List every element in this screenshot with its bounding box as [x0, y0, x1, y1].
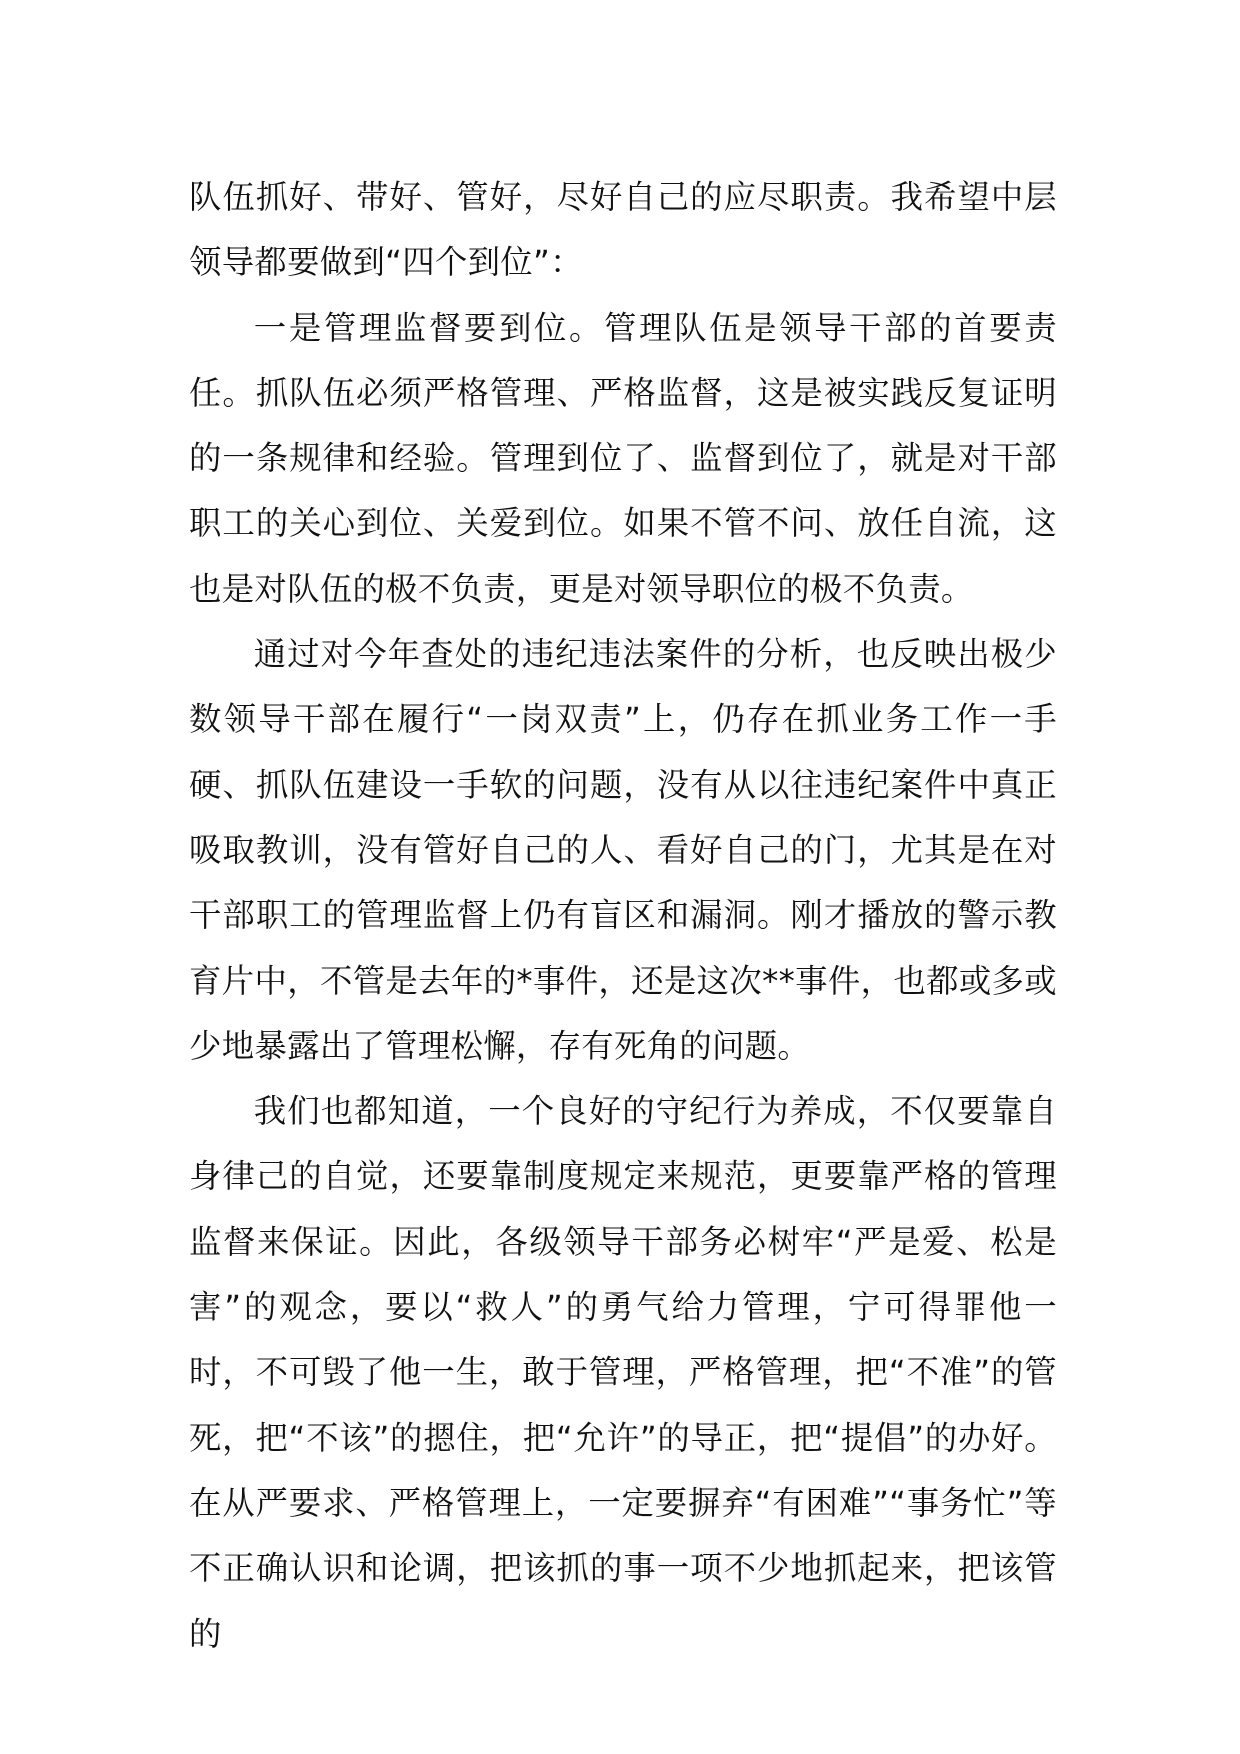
- document-body: [189, 165, 1057, 1667]
- paragraph-4: 我们也都知道，一个良好的守纪行为养成，不仅要靠自身律己的自觉，还要靠制度规定来规范，更要靠严格的管理监督来保证。因此，各级领导干部务必树牢“严是爱、松是害”的观念，要以“救人”的勇气给力管理，宁可得罪他一时，不可毁了他一生，敢于管理，严格管理，把“不准”的管死，把“不该”的摁住，把“允许”的导正，把“提倡”的办好。在从严要求、严格管理上，一定要摒弃“有困难”“事务忙”等不正确认识和论调，把该抓的事一项不少地抓起来，把该管的: [189, 1092, 1057, 1653]
- paragraph-2: 一是管理监督要到位。管理队伍是领导干部的首要责任。抓队伍必须严格管理、严格监督，这是被实践反复证明的一条规律和经验。管理到位了、监督到位了，就是对干部职工的关心到位、关爱到位。如果不管不问、放任自流，这也是对队伍的极不负责，更是对领导职位的极不负责。: [189, 308, 1057, 608]
- paragraph-3: 通过对今年查处的违纪违法案件的分析，也反映出极少数领导干部在履行“一岗双责”上，仍存在抓业务工作一手硬、抓队伍建设一手软的问题，没有从以往违纪案件中真正吸取教训，没有管好自己的人、看好自己的门，尤其是在对干部职工的管理监督上仍有盲区和漏洞。刚才播放的警示教育片中，不管是去年的*事件，还是这次**事件，也都或多或少地暴露出了管理松懈，存有死角的问题。: [189, 635, 1057, 1065]
- paragraph-1: 队伍抓好、带好、管好，尽好自己的应尽职责。我希望中层领导都要做到“四个到位”：: [189, 178, 1057, 282]
